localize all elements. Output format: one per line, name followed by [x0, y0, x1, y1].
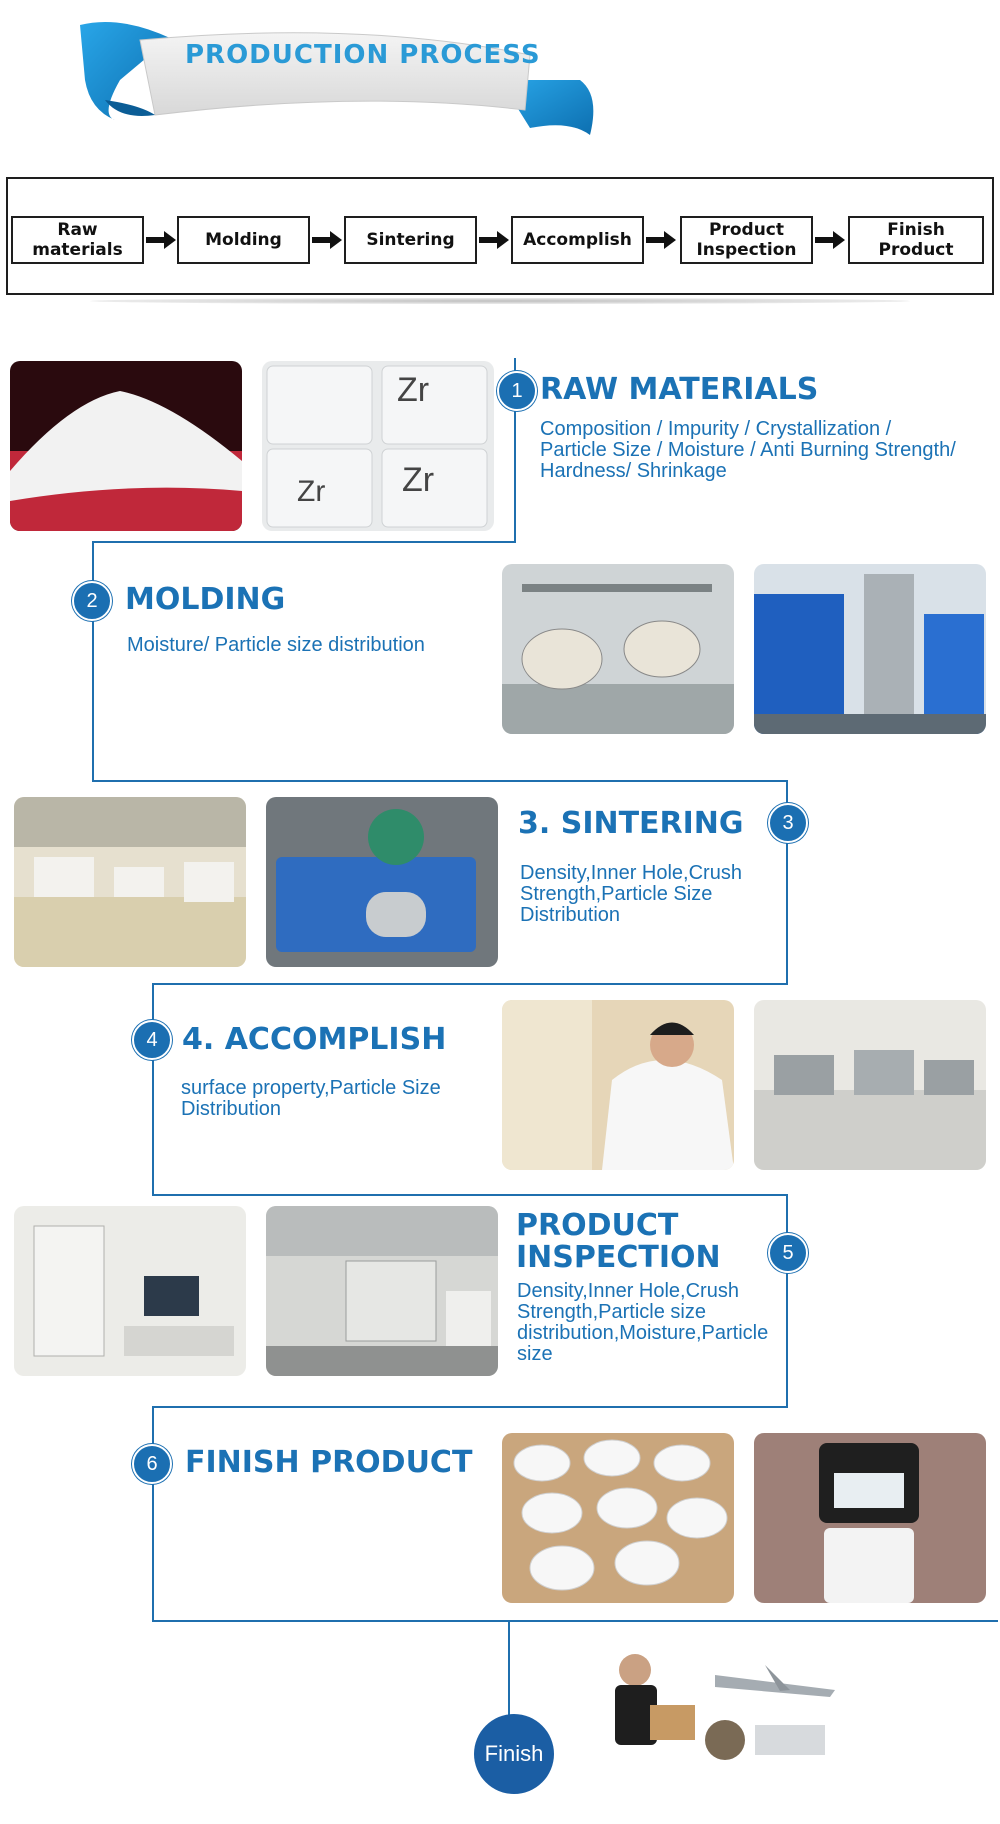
photo-lab-technician: [502, 1000, 734, 1170]
step-number-badge: 5: [768, 1233, 808, 1273]
svg-text:Zr: Zr: [397, 371, 430, 409]
connector-line: [152, 1406, 154, 1622]
connector-line: [152, 983, 154, 1196]
connector-line: [508, 1620, 510, 1720]
step-number-badge: 3: [768, 803, 808, 843]
banner-title: PRODUCTION PROCESS: [185, 40, 541, 70]
connector-line: [152, 1406, 788, 1408]
step-desc-raw-materials: Composition / Impurity / Crystallization / Particle Size / Moisture / Anti Burning Strength/ Hardness/ Shrinkage: [540, 418, 956, 482]
connector-line: [786, 1194, 788, 1408]
arrow-right-icon: [312, 231, 342, 249]
photo-factory-floor: [14, 797, 246, 967]
connector-line: [92, 541, 516, 543]
finish-label: Finish: [484, 1741, 544, 1766]
arrow-right-icon: [146, 231, 176, 249]
photo-zr-bags: [262, 361, 494, 531]
step-title-sintering: 3. SINTERING: [518, 806, 744, 841]
banner: [60, 10, 620, 155]
photo-sintering-machine: [266, 797, 498, 967]
step-title-accomplish: 4. ACCOMPLISH: [182, 1022, 447, 1057]
step-title-molding: MOLDING: [125, 582, 286, 617]
step-title-finish-product: FINISH PRODUCT: [185, 1445, 473, 1480]
photo-inspection-instrument: [266, 1206, 498, 1376]
flow-step-raw-materials: Raw materials: [11, 216, 144, 264]
step-number-badge: 1: [497, 371, 537, 411]
step-desc-molding: Moisture/ Particle size distribution: [127, 634, 425, 656]
connector-line: [152, 983, 788, 985]
connector-line: [92, 541, 94, 781]
photo-product-jars: [502, 1433, 734, 1603]
svg-text:Zr: Zr: [402, 461, 435, 499]
step-desc-sintering: Density,Inner Hole,Crush Strength,Particle Size Distribution: [520, 862, 742, 926]
photo-molding-tower: [754, 564, 986, 734]
photo-molding-machines: [502, 564, 734, 734]
photo-white-powder: [10, 361, 242, 531]
step-title-product-inspection: PRODUCT INSPECTION: [516, 1208, 721, 1275]
arrow-right-icon: [646, 231, 676, 249]
connector-line: [92, 780, 788, 782]
finish-circle: [474, 1714, 554, 1794]
ribbon-graphic: [60, 10, 620, 155]
photo-electron-microscope: [14, 1206, 246, 1376]
flow-step-product-inspection: Product Inspection: [680, 216, 813, 264]
photo-product-bucket: [754, 1433, 986, 1603]
step-number-badge: 6: [132, 1444, 172, 1484]
step-desc-product-inspection: Density,Inner Hole,Crush Strength,Particle size distribution,Moisture,Particle size: [517, 1280, 769, 1365]
photo-lab-room: [754, 1000, 986, 1170]
svg-text:Zr: Zr: [297, 475, 326, 508]
connector-line: [152, 1620, 998, 1622]
flow-step-sintering: Sintering: [344, 216, 477, 264]
flow-step-molding: Molding: [177, 216, 310, 264]
step-number-badge: 4: [132, 1020, 172, 1060]
flow-step-finish-product: Finish Product: [848, 216, 984, 264]
photo-delivery-shipping: [595, 1635, 850, 1770]
flow-step-accomplish: Accomplish: [511, 216, 644, 264]
arrow-right-icon: [479, 231, 509, 249]
step-desc-accomplish: surface property,Particle Size Distribution: [181, 1077, 441, 1120]
step-number-badge: 2: [72, 581, 112, 621]
step-title-raw-materials: RAW MATERIALS: [540, 372, 819, 407]
flow-shadow: [90, 298, 910, 304]
connector-line: [152, 1194, 788, 1196]
arrow-right-icon: [815, 231, 845, 249]
